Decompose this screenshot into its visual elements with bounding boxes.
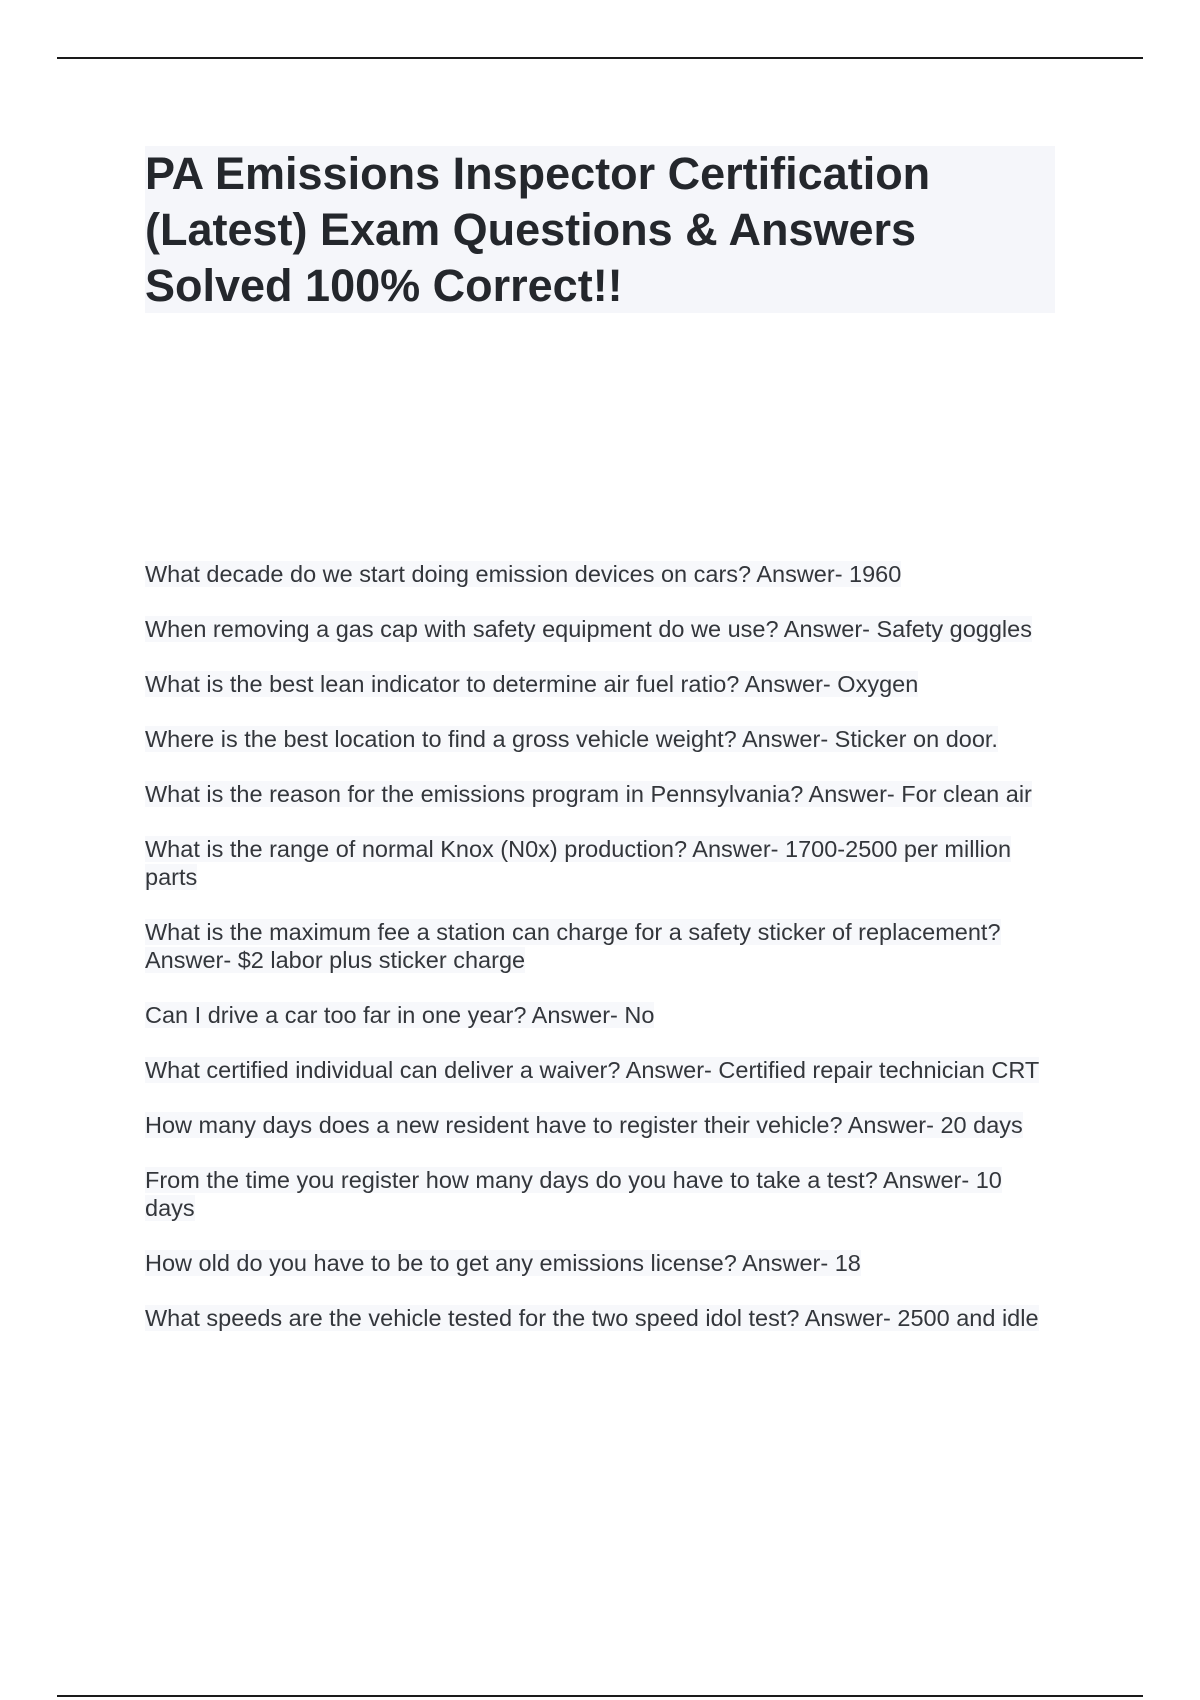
- qa-text: How many days does a new resident have to register their vehicle? Answer- 20 days: [145, 1112, 1023, 1138]
- qa-item: [145, 1249, 1055, 1277]
- qa-text: When removing a gas cap with safety equipment do we use? Answer- Safety goggles: [145, 616, 1032, 642]
- qa-text: Can I drive a car too far in one year? Answer- No: [145, 1002, 655, 1028]
- qa-text: What is the best lean indicator to determine air fuel ratio? Answer- Oxygen: [145, 671, 919, 697]
- qa-text: What certified individual can deliver a waiver? Answer- Certified repair technician CRT: [145, 1057, 1040, 1083]
- header-rule: [57, 57, 1143, 59]
- qa-text: Where is the best location to find a gross vehicle weight? Answer- Sticker on door.: [145, 726, 998, 752]
- qa-list: [145, 560, 1055, 1359]
- qa-text: What is the reason for the emissions program in Pennsylvania? Answer- For clean air: [145, 781, 1032, 807]
- qa-text: From the time you register how many days do you have to take a test? Answer- 10 days: [145, 1167, 1002, 1221]
- qa-text: What speeds are the vehicle tested for the two speed idol test? Answer- 2500 and idle: [145, 1305, 1039, 1331]
- title-block: [145, 146, 1055, 313]
- qa-item: [145, 780, 1055, 808]
- qa-text: How old do you have to be to get any emissions license? Answer- 18: [145, 1250, 861, 1276]
- qa-text: What decade do we start doing emission devices on cars? Answer- 1960: [145, 561, 902, 587]
- qa-item: [145, 1111, 1055, 1139]
- qa-item: [145, 725, 1055, 753]
- qa-item: [145, 670, 1055, 698]
- qa-item: [145, 918, 1055, 974]
- document-title: PA Emissions Inspector Certification (Latest) Exam Questions & Answers Solved 100% Correct!!: [145, 148, 931, 311]
- qa-item: [145, 1304, 1055, 1332]
- qa-item: [145, 615, 1055, 643]
- qa-item: [145, 560, 1055, 588]
- qa-item: [145, 1166, 1055, 1222]
- qa-item: [145, 835, 1055, 891]
- footer-rule: [57, 1695, 1143, 1697]
- qa-text: What is the maximum fee a station can charge for a safety sticker of replacement? Answer- $2 labor plus sticker charge: [145, 919, 1001, 973]
- qa-text: What is the range of normal Knox (N0x) production? Answer- 1700-2500 per million parts: [145, 836, 1012, 890]
- qa-item: [145, 1001, 1055, 1029]
- qa-item: [145, 1056, 1055, 1084]
